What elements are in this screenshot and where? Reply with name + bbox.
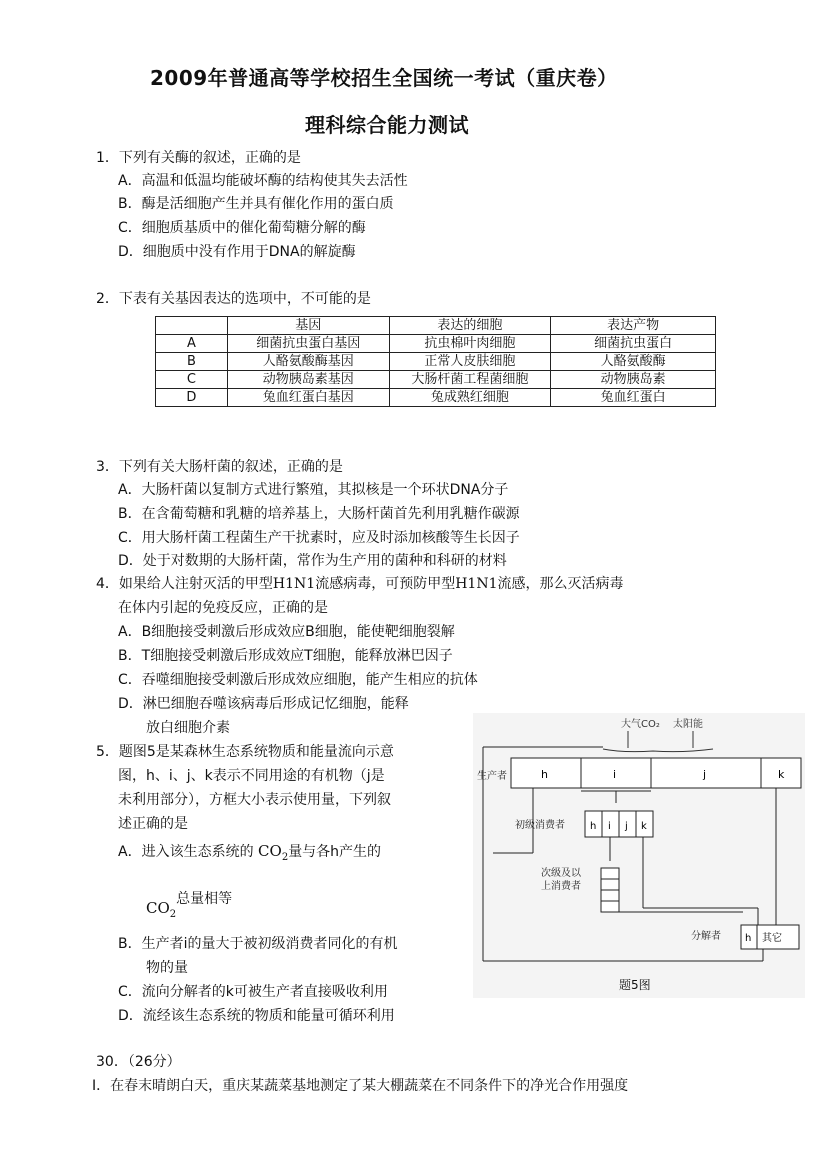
- q4-option-b: B．T细胞接受刺激后形成效应T细胞，能释放淋巴因子: [118, 648, 453, 664]
- q5-stem-line3: 未利用部分），方框大小表示使用量，下列叙: [118, 792, 391, 808]
- producer-label: 生产者: [477, 771, 507, 782]
- q5-option-a-part3: 总量相等: [176, 891, 233, 907]
- table-cell: B: [156, 353, 228, 371]
- q1-option-c: C．细胞质基质中的催化葡萄糖分解的酶: [118, 220, 366, 236]
- table-cell: C: [156, 371, 228, 389]
- q2-stem: 2．下表有关基因表达的选项中，不可能的是: [96, 291, 371, 307]
- q5-stem-line2: 图，h、i、j、k表示不同用途的有机物（j是: [118, 768, 385, 784]
- table-row: [156, 335, 716, 353]
- q30-part1: Ⅰ．在春末晴朗白天，重庆某蔬菜基地测定了某大棚蔬菜在不同条件下的净光合作用强度: [92, 1078, 629, 1094]
- q1-option-a: A．高温和低温均能破坏酶的结构使其失去活性: [118, 173, 408, 189]
- q4-stem-c: 流感，那么灭活病毒: [497, 576, 624, 592]
- co2-sub: 2: [281, 852, 289, 863]
- q3-option-b: B．在含葡萄糖和乳糖的培养基上，大肠杆菌首先利用乳糖作碳源: [118, 506, 520, 522]
- table-cell: 动物胰岛素: [551, 371, 716, 389]
- q4-option-d-line2: 放白细胞介素: [146, 720, 230, 736]
- exam-title: 2009年普通高等学校招生全国统一考试（重庆卷）: [150, 66, 618, 90]
- q4-option-d-line1: D．淋巴细胞吞噬该病毒后形成记忆细胞，能释: [118, 696, 409, 712]
- exam-subtitle: 理科综合能力测试: [305, 113, 469, 137]
- primary-k: k: [641, 821, 647, 832]
- q1-option-b: B．酶是活细胞产生并具有催化作用的蛋白质: [118, 196, 394, 212]
- decomposer-other: 其它: [762, 933, 782, 944]
- q1-option-d: D．细胞质中没有作用于DNA的解旋酶: [118, 244, 356, 260]
- table-cell: 细菌抗虫蛋白基因: [227, 335, 389, 353]
- table-cell: 人酪氨酸酶: [551, 353, 716, 371]
- table-row: [156, 371, 716, 389]
- producer-box: [511, 758, 801, 788]
- table-cell: 正常人皮肤细胞: [389, 353, 551, 371]
- virus-name: H1N1: [455, 576, 498, 592]
- secondary-consumer-label-2: 上消费者: [541, 881, 581, 892]
- table-header: 表达的细胞: [389, 317, 551, 335]
- q3-option-c: C．用大肠杆菌工程菌生产干扰素时，应及时添加核酸等生长因子: [118, 530, 520, 546]
- q3-stem: 3．下列有关大肠杆菌的叙述，正确的是: [96, 459, 343, 475]
- table-row: [156, 353, 716, 371]
- figure-background: [473, 713, 805, 998]
- table-header-row: [156, 317, 716, 335]
- co2-formula: [258, 842, 289, 863]
- q4-option-a: A．B细胞接受刺激后形成效应B细胞，能使靶细胞裂解: [118, 624, 455, 640]
- co2-base: CO: [258, 842, 282, 860]
- table-cell: 人酪氨酸酶基因: [227, 353, 389, 371]
- primary-consumer-label: 初级消费者: [515, 820, 565, 831]
- figure-caption: 题5图: [619, 978, 651, 992]
- q5-option-a-line2: [146, 888, 233, 920]
- co2-base: CO: [146, 899, 170, 917]
- producer-h: h: [541, 768, 548, 781]
- table-header: 基因: [227, 317, 389, 335]
- virus-name: H1N1: [272, 576, 316, 592]
- gene-expression-table: [155, 316, 716, 407]
- q4-option-c: C．吞噬细胞接受刺激后形成效应细胞，能产生相应的抗体: [118, 672, 478, 688]
- q4-stem-line1: [96, 574, 623, 594]
- q5-option-b-line2: 物的量: [146, 960, 188, 976]
- atmosphere-co2-label: 大气CO₂: [621, 719, 660, 730]
- q1-stem: 1．下列有关酶的叙述，正确的是: [96, 150, 301, 166]
- table-row: [156, 389, 716, 407]
- q4-stem-a: 4．如果给人注射灭活的甲型: [96, 576, 273, 592]
- table-cell: 大肠杆菌工程菌细胞: [389, 371, 551, 389]
- q30-stem: 30．（26分）: [96, 1054, 181, 1070]
- table-cell: 兔血红蛋白: [551, 389, 716, 407]
- q5-option-a-part1: A．进入该生态系统的: [118, 844, 254, 860]
- primary-j: j: [625, 821, 628, 832]
- decomposer-label: 分解者: [691, 931, 721, 942]
- q4-stem-b: 流感病毒，可预防甲型: [315, 576, 456, 592]
- primary-h: h: [590, 821, 597, 832]
- secondary-consumer-label-1: 次级及以: [541, 868, 581, 879]
- table-header: [156, 317, 228, 335]
- co2-sub: 2: [169, 909, 177, 920]
- table-cell: 抗虫棉叶肉细胞: [389, 335, 551, 353]
- table-cell: A: [156, 335, 228, 353]
- q3-option-d: D．处于对数期的大肠杆菌，常作为生产用的菌种和科研的材料: [118, 553, 507, 569]
- primary-i: i: [608, 821, 611, 832]
- producer-j: j: [703, 768, 707, 781]
- ecosystem-flow-figure: [473, 713, 805, 998]
- table-cell: D: [156, 389, 228, 407]
- table-header: 表达产物: [551, 317, 716, 335]
- solar-energy-label: 太阳能: [673, 719, 703, 730]
- q5-option-b-line1: B．生产者i的量大于被初级消费者同化的有机: [118, 936, 398, 952]
- producer-i: i: [613, 768, 617, 781]
- q5-option-d: D．流经该生态系统的物质和能量可循环利用: [118, 1008, 395, 1024]
- table-cell: 兔血红蛋白基因: [227, 389, 389, 407]
- q5-stem-line4: 述正确的是: [118, 816, 188, 832]
- co2-formula: [146, 899, 177, 920]
- table-cell: 兔成熟红细胞: [389, 389, 551, 407]
- producer-k: k: [778, 768, 785, 781]
- q5-stem-line1: 5．题图5是某森林生态系统物质和能量流向示意: [96, 744, 394, 760]
- q3-option-a: A．大肠杆菌以复制方式进行繁殖，其拟核是一个环状DNA分子: [118, 482, 509, 498]
- table-cell: 动物胰岛素基因: [227, 371, 389, 389]
- table-cell: 细菌抗虫蛋白: [551, 335, 716, 353]
- q5-option-c: C．流向分解者的k可被生产者直接吸收利用: [118, 984, 388, 1000]
- q5-option-a-part2: 量与各h产生的: [288, 844, 382, 860]
- decomposer-h: h: [745, 933, 752, 944]
- q4-stem-line2: 在体内引起的免疫反应，正确的是: [118, 600, 328, 616]
- q5-option-a-line1: [118, 841, 381, 868]
